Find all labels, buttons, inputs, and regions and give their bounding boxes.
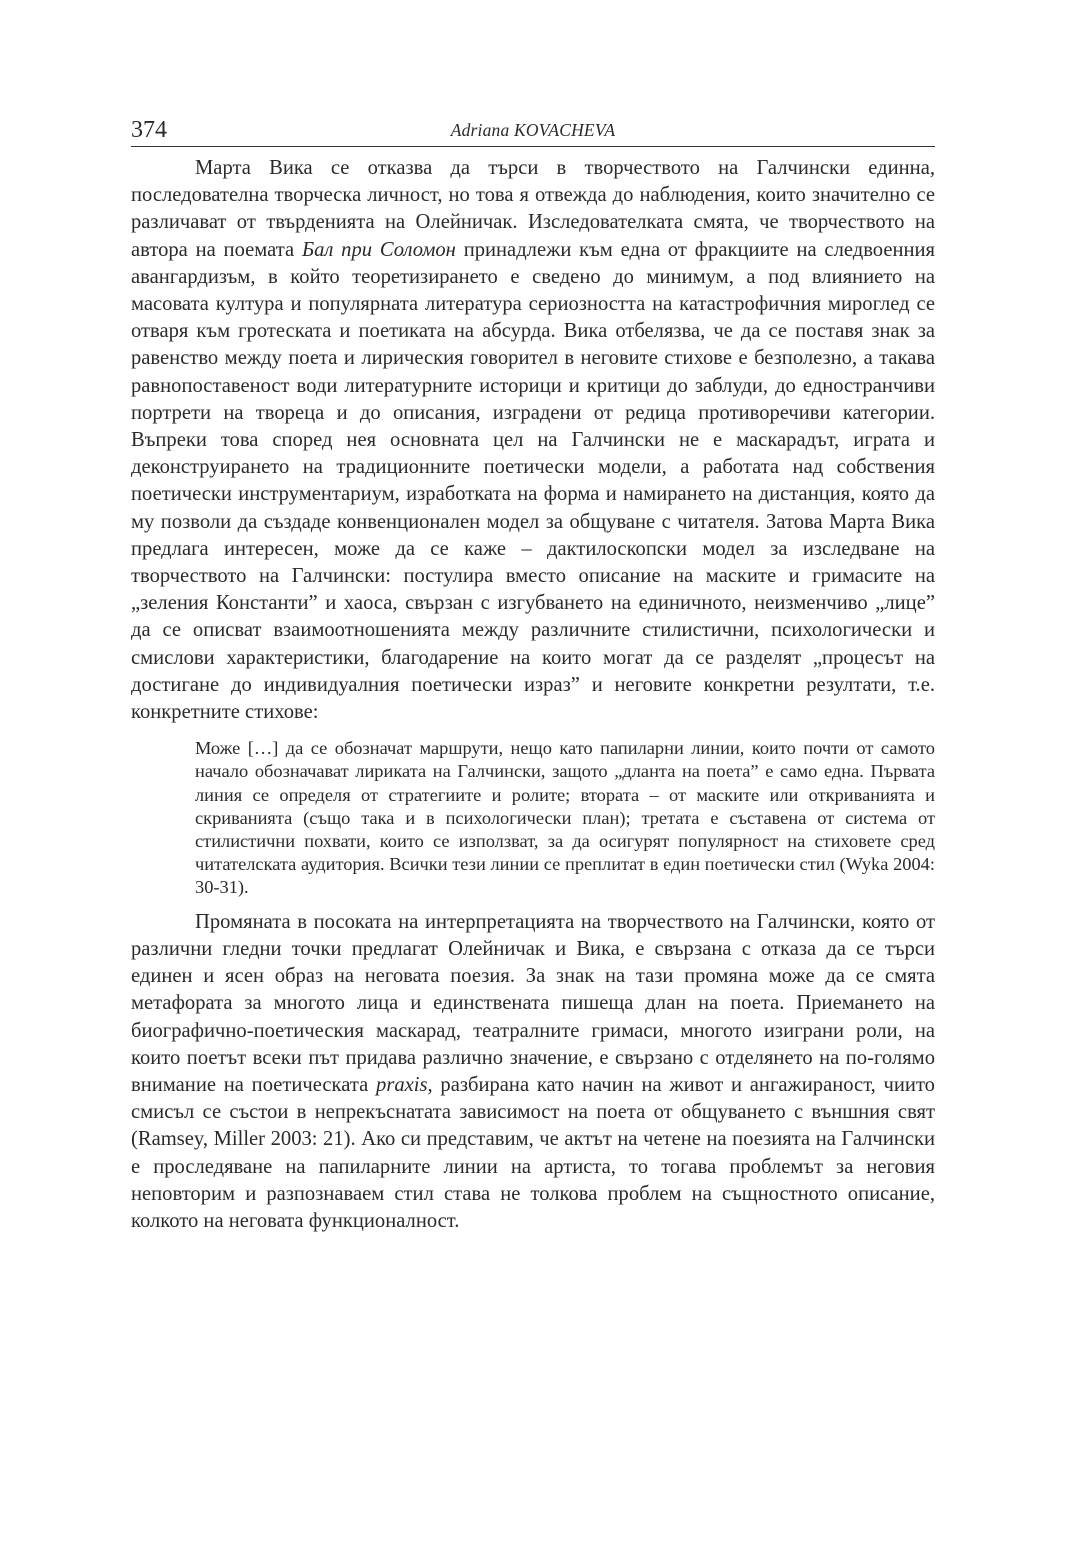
paragraph-1-text-b: принадлежи към една от фракциите на следвоенния авангардизъм, в който теоретизирането е сведено до минимум, а под влиянието на масовата култура и популярната литература сериозността на катастрофичния мироглед се отваря към гротеската и поетиката на абсурда. Вика отбелязва, че да се поставя знак за равенство между поета и лирическия говорител в неговите стихове е безполезно, а такава равнопоставеност води литературните историци и критици до заблуди, до едностранчиви портрети на твореца и до описания, изградени от редица противоречиви категории. Въпреки това според нея основната цел на Галчински не е маскарадът, играта и деконструирането на традиционните поетически модели, а работата над собствения поетически инструментариум, изработката на форма и намирането на дистанция, която да му позволи да създаде конвенционален модел за общуване с читателя. Затова Марта Вика предлага интересен, може да се каже – дактилоскопски модел за изследване на творчеството на Галчински: постулира вместо описание на маските и гримасите на „зеления Константи” и хаоса, свързан с изгубването на единичното, неизменчиво „лице” да се описват взаимоотношенията между различните стилистични, психологически и смислови характеристики, благодарение на които могат да се разделят „процесът на достигане до индивидуалния поетически израз” и неговите конкретни резултати, т.е. конкретните стихове: <box>131 238 936 724</box>
paragraph-2 <box>131 909 935 1235</box>
page-number: 374 <box>131 117 167 143</box>
paragraph-1-text-a: Марта Вика се отказва да търси в творчеството на Галчински единна, последователна творческа личност, но това я отвежда до наблюдения, които значително се различават от твърденията на Олейничак. Изследователката смята, че творчеството на автора на поемата <box>131 157 935 261</box>
paragraph-2-text-b: , разбирана като начин на живот и ангажираност, чиито смисъл се състои в непрекъснатата зависимост на поета от общуването с външния свят (Ramsey, Miller 2003: 21). Ако си представим, че актът на четене на поезията на Галчински е проследяване на папиларните линии на артиста, то тогава проблемът за неговия неповторим и разпознаваем стил става не толкова проблем на същностното описание, колкото на неговата функционалност. <box>131 1073 935 1232</box>
paragraph-2-italic-term: praxis <box>376 1073 428 1096</box>
paragraph-1 <box>131 155 935 726</box>
body-text <box>131 155 935 1235</box>
document-page <box>131 112 935 1235</box>
running-title-author: Adriana KOVACHEVA <box>450 120 616 140</box>
block-quote: Може […] да се обозначат маршрути, нещо като папиларни линии, които почти от самото начало обозначават лириката на Галчински, защото „дланта на поета” е само една. Първата линия се определя от стратегиите и ролите; втората – от маските или откриванията и скриванията (също така и в психологически план); третата е съставена от система от стилистични похвати, които се използват, за да осигурят популярност на стиховете сред читателската аудитория. Всички тези линии се преплитат в един поетически стил (Wyka 2004: 30-31). <box>195 738 935 898</box>
page-header <box>131 112 935 147</box>
paragraph-2-text-a: Промяната в посоката на интерпретацията на творчеството на Галчински, която от различни гледни точки предлагат Олейничак и Вика, е свързана с отказа да се търси единен и ясен образ на неговата поезия. За знак на тази промяна може да се смята метафората за многото лица и единствената пишеща длан на поета. Приемането на биографично-поетическия маскарад, театралните гримаси, многото изиграни роли, на които поетът всеки път придава различно значение, е свързано с отделянето на по-голямо внимание на поетическата <box>131 910 935 1096</box>
paragraph-1-italic-title: Бал при Соломон <box>301 238 456 261</box>
